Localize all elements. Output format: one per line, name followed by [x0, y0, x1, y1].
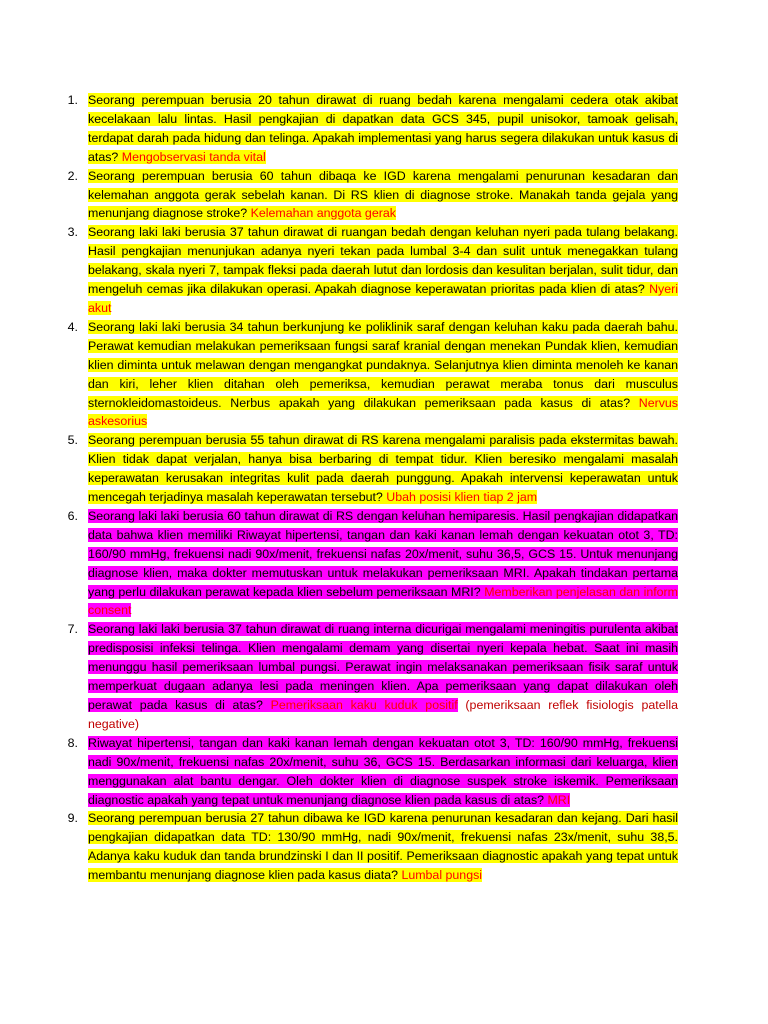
question-text: Seorang laki laki berusia 37 tahun dirawat di ruang interna dicurigai mengalami meningitis purulenta akibat predisposisi infeksi telinga. Klien mengalami demam yang disertai nyeri kepala hebat. Saat ini masih menunggu hasil pemeriksaan lumbal pungsi. Perawat ingin melaksanakan pemeriksaan fisik saraf untuk memperkuat dugaan adanya lesi pada meningen klien. Apa pemeriksaan yang dapat dilakukan oleh perawat pada kasus di atas? — [88, 622, 678, 712]
question-text-highlighted — [88, 509, 678, 618]
question-item — [67, 620, 678, 733]
question-text: Riwayat hipertensi, tangan dan kaki kanan lemah dengan kekuatan otot 3, TD: 160/90 mmHg, frekuensi nadi 90x/menit, frekuensi nafas 20x/menit, suhu 36, GCS 15. Berdasarkan informasi dari keluarga, klien menggunakan alat bantu dengar. Oleh dokter klien di diagnose suspek stroke iskemik. Pemeriksaan diagnostic apakah yang tepat untuk menunjang diagnose klien pada kasus di atas? — [88, 735, 678, 807]
question-text: Seorang laki laki berusia 34 tahun berkunjung ke poliklinik saraf dengan keluhan kaku pada daerah bahu. Perawat kemudian melakukan pemeriksaan fungsi saraf kranial dengan menekan Pundak klien, kemudian klien diminta untuk melawan dengan mengangkat pundaknya. Selanjutnya klien diminta menoleh ke kanan dan kiri, leher klien ditahan oleh pemeriksa, kemudian perawat meraba tonus dari musculus sternokleidomastoideus. Nerbus apakah yang dilakukan pemeriksaan pada kasus di atas? — [88, 319, 678, 410]
question-text-highlighted — [88, 811, 678, 882]
question-text: Seorang perempuan berusia 55 tahun dirawat di RS karena mengalami paralisis pada ekstermitas bawah. Klien tidak dapat verjalan, hanya bisa berbaring di tempat tidur. Klien beresiko mengalami masalah keperawatan kerusakan integritas kulit pada daerah punggung. Apakah intervensi keperawatan untuk mencegah terjadinya masalah keperawatan tersebut? — [88, 433, 678, 505]
question-text-highlighted — [88, 93, 678, 164]
answer-text: Kelemahan anggota gerak — [250, 206, 396, 221]
question-number: 9. — [67, 811, 78, 826]
question-text-highlighted — [88, 736, 678, 807]
question-text-highlighted — [88, 433, 678, 504]
question-number: 3. — [67, 225, 78, 240]
question-number: 4. — [67, 319, 78, 334]
question-number: 5. — [67, 433, 78, 448]
question-text: Seorang perempuan berusia 20 tahun dirawat di ruang bedah karena mengalami cedera otak akibat kecelakaan lalu lintas. Hasil pengkajian di dapatkan data GCS 345, pupil unisokor, tamoak gelisah, terdapat darah pada hidung dan telinga. Apakah implementasi yang harus segera dilakukan untuk kasus di atas? — [88, 93, 678, 164]
question-number: 6. — [67, 508, 78, 523]
question-number: 1. — [67, 93, 78, 107]
question-text: Seorang laki laki berusia 60 tahun dirawat di RS dengan keluhan hemiparesis. Hasil pengkajian didapatkan data bahwa klien memiliki Riwayat hipertensi, tangan dan kaki kanan lemah dengan kekuatan otot 3, TD: 160/90 mmHg, frekuensi nadi 90x/menit, frekuensi nafas 20x/menit, suhu 36,5, GCS 15. Untuk menunjang diagnose klien, maka dokter memutuskan untuk melakukan pemeriksaan MRI. Apakah tindakan pertama yang perlu dilakukan perawat kepada klien sebelum pemeriksaan MRI? — [88, 508, 678, 599]
question-number: 7. — [67, 622, 78, 637]
question-list — [67, 91, 679, 885]
question-text-highlighted — [88, 225, 678, 315]
question-item — [67, 809, 678, 885]
question-text-highlighted — [88, 169, 678, 221]
question-number: 8. — [67, 735, 78, 750]
answer-text: Ubah posisi klien tiap 2 jam — [386, 490, 538, 505]
question-text-highlighted — [88, 320, 678, 429]
question-item — [67, 91, 678, 167]
answer-text: Lumbal pungsi — [401, 868, 483, 883]
question-item — [67, 734, 678, 810]
question-number: 2. — [67, 168, 78, 183]
question-item — [67, 318, 678, 431]
answer-text: MRI — [547, 792, 571, 807]
question-item — [67, 223, 679, 318]
answer-text: Nervus askesorius — [88, 395, 678, 429]
answer-text: Mengobservasi tanda vital — [121, 149, 266, 164]
question-text: Seorang laki laki berusia 37 tahun dirawat di ruangan bedah dengan keluhan nyeri pada tulang belakang. Hasil pengkajian menunjukan adanya nyeri tekan pada lumbal 3-4 dan sulit untuk menegakkan tulang belakang, skala nyeri 7, tampak fleksi pada daerah lutut dan lordosis dan kesulitan berjalan, sulit tidur, dan mengeluh cemas jika dilakukan operasi. Apakah diagnose keperawatan prioritas pada klien di atas? — [88, 225, 678, 297]
answer-text: Nyeri akut — [88, 282, 679, 315]
answer-text: Memberikan penjelasan dan inform consent — [88, 584, 678, 618]
question-item — [67, 507, 678, 620]
question-item — [67, 167, 678, 224]
question-text: Seorang perempuan berusia 27 tahun dibawa ke IGD karena penurunan kesadaran dan kejang. Dari hasil pengkajian didapatkan data TD: 130/90 mmHg, nadi 90x/menit, frekuensi nafas 23x/menit, suhu 38,5. Adanya kaku kuduk dan tanda brundzinski I dan II positif. Pemeriksaan diagnostic apakah yang tepat untuk membantu menunjang diagnose klien pada kasus diata? — [88, 811, 678, 883]
answer-text: Pemeriksaan kaku kuduk positif — [270, 698, 458, 712]
answer-extra-note: (pemeriksaan reflek fisiologis patella negative) — [88, 698, 678, 731]
question-text: Seorang perempuan berusia 60 tahun dibaqa ke IGD karena mengalami penurunan kesadaran dan kelemahan anggota gerak sebelah kanan. Di RS klien di diagnose stroke. Manakah tanda gejala yang menunjang diagnose stroke? — [88, 168, 678, 221]
question-item — [67, 431, 678, 507]
